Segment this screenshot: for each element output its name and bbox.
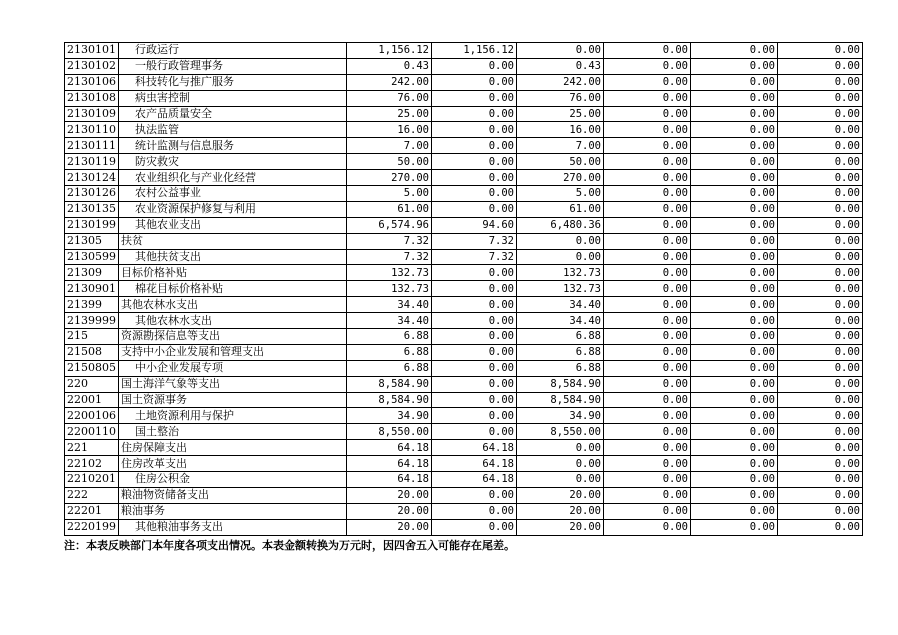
subject-code-cell: 2200106 (65, 408, 119, 424)
expenditure-table-body (65, 43, 863, 536)
col-5-amount-cell: 0.00 (691, 472, 778, 488)
subject-code-cell: 215 (65, 329, 119, 345)
subject-code-cell: 2220199 (65, 519, 119, 535)
col-5-amount-cell: 0.00 (691, 487, 778, 503)
col-6-amount-cell: 0.00 (778, 376, 863, 392)
col-6-amount-cell: 0.00 (778, 154, 863, 170)
subject-name-cell: 其他农林水支出 (119, 297, 347, 313)
total-amount-cell: 20.00 (347, 487, 432, 503)
basic-expenditure-cell: 0.00 (432, 265, 517, 281)
subject-name-cell: 国土资源事务 (119, 392, 347, 408)
subject-name-cell: 中小企业发展专项 (119, 360, 347, 376)
basic-expenditure-cell: 0.00 (432, 154, 517, 170)
col-6-amount-cell: 0.00 (778, 186, 863, 202)
col-4-amount-cell: 0.00 (604, 122, 691, 138)
project-expenditure-cell: 8,584.90 (517, 392, 604, 408)
subject-code-cell: 22102 (65, 456, 119, 472)
basic-expenditure-cell: 0.00 (432, 106, 517, 122)
basic-expenditure-cell: 0.00 (432, 90, 517, 106)
table-row (65, 265, 863, 281)
project-expenditure-cell: 0.00 (517, 456, 604, 472)
basic-expenditure-cell: 64.18 (432, 440, 517, 456)
table-row (65, 74, 863, 90)
col-6-amount-cell: 0.00 (778, 503, 863, 519)
table-row (65, 313, 863, 329)
col-6-amount-cell: 0.00 (778, 201, 863, 217)
col-4-amount-cell: 0.00 (604, 138, 691, 154)
expenditure-table (64, 42, 863, 536)
project-expenditure-cell: 8,550.00 (517, 424, 604, 440)
total-amount-cell: 50.00 (347, 154, 432, 170)
col-5-amount-cell: 0.00 (691, 329, 778, 345)
project-expenditure-cell: 16.00 (517, 122, 604, 138)
table-row (65, 503, 863, 519)
col-5-amount-cell: 0.00 (691, 503, 778, 519)
total-amount-cell: 242.00 (347, 74, 432, 90)
basic-expenditure-cell: 0.00 (432, 376, 517, 392)
table-row (65, 424, 863, 440)
subject-code-cell: 2130135 (65, 201, 119, 217)
total-amount-cell: 25.00 (347, 106, 432, 122)
basic-expenditure-cell: 0.00 (432, 424, 517, 440)
col-5-amount-cell: 0.00 (691, 217, 778, 233)
project-expenditure-cell: 0.00 (517, 249, 604, 265)
table-row (65, 186, 863, 202)
subject-code-cell: 2130109 (65, 106, 119, 122)
table-row (65, 472, 863, 488)
subject-code-cell: 2130102 (65, 58, 119, 74)
col-6-amount-cell: 0.00 (778, 313, 863, 329)
subject-code-cell: 21305 (65, 233, 119, 249)
subject-code-cell: 2210201 (65, 472, 119, 488)
basic-expenditure-cell: 0.00 (432, 281, 517, 297)
subject-name-cell: 防灾救灾 (119, 154, 347, 170)
table-row (65, 201, 863, 217)
subject-name-cell: 科技转化与推广服务 (119, 74, 347, 90)
subject-code-cell: 2130110 (65, 122, 119, 138)
subject-name-cell: 支持中小企业发展和管理支出 (119, 344, 347, 360)
col-5-amount-cell: 0.00 (691, 265, 778, 281)
col-5-amount-cell: 0.00 (691, 456, 778, 472)
project-expenditure-cell: 76.00 (517, 90, 604, 106)
subject-code-cell: 2130119 (65, 154, 119, 170)
project-expenditure-cell: 242.00 (517, 74, 604, 90)
subject-name-cell: 病虫害控制 (119, 90, 347, 106)
col-4-amount-cell: 0.00 (604, 154, 691, 170)
col-6-amount-cell: 0.00 (778, 440, 863, 456)
subject-name-cell: 执法监管 (119, 122, 347, 138)
table-row (65, 408, 863, 424)
total-amount-cell: 0.43 (347, 58, 432, 74)
project-expenditure-cell: 0.00 (517, 43, 604, 59)
project-expenditure-cell: 20.00 (517, 503, 604, 519)
project-expenditure-cell: 270.00 (517, 170, 604, 186)
basic-expenditure-cell: 64.18 (432, 472, 517, 488)
col-4-amount-cell: 0.00 (604, 376, 691, 392)
col-6-amount-cell: 0.00 (778, 74, 863, 90)
table-row (65, 106, 863, 122)
table-row (65, 392, 863, 408)
project-expenditure-cell: 6.88 (517, 360, 604, 376)
col-6-amount-cell: 0.00 (778, 408, 863, 424)
project-expenditure-cell: 34.40 (517, 313, 604, 329)
total-amount-cell: 34.90 (347, 408, 432, 424)
col-5-amount-cell: 0.00 (691, 424, 778, 440)
table-footnote: 注：本表反映部门本年度各项支出情况。本表金额转换为万元时，因四舍五入可能存在尾差。 (64, 539, 515, 552)
col-6-amount-cell: 0.00 (778, 344, 863, 360)
total-amount-cell: 7.32 (347, 249, 432, 265)
subject-name-cell: 其他粮油事务支出 (119, 519, 347, 535)
total-amount-cell: 64.18 (347, 456, 432, 472)
col-4-amount-cell: 0.00 (604, 233, 691, 249)
col-5-amount-cell: 0.00 (691, 90, 778, 106)
basic-expenditure-cell: 7.32 (432, 249, 517, 265)
col-5-amount-cell: 0.00 (691, 201, 778, 217)
col-4-amount-cell: 0.00 (604, 456, 691, 472)
col-6-amount-cell: 0.00 (778, 472, 863, 488)
total-amount-cell: 16.00 (347, 122, 432, 138)
subject-code-cell: 2150805 (65, 360, 119, 376)
table-row (65, 138, 863, 154)
total-amount-cell: 20.00 (347, 519, 432, 535)
basic-expenditure-cell: 0.00 (432, 487, 517, 503)
subject-name-cell: 统计监测与信息服务 (119, 138, 347, 154)
total-amount-cell: 6,574.96 (347, 217, 432, 233)
total-amount-cell: 6.88 (347, 344, 432, 360)
col-6-amount-cell: 0.00 (778, 329, 863, 345)
total-amount-cell: 8,550.00 (347, 424, 432, 440)
basic-expenditure-cell: 0.00 (432, 186, 517, 202)
col-6-amount-cell: 0.00 (778, 392, 863, 408)
col-5-amount-cell: 0.00 (691, 392, 778, 408)
project-expenditure-cell: 8,584.90 (517, 376, 604, 392)
col-5-amount-cell: 0.00 (691, 360, 778, 376)
table-row (65, 154, 863, 170)
project-expenditure-cell: 0.00 (517, 472, 604, 488)
subject-code-cell: 2200110 (65, 424, 119, 440)
table-row (65, 440, 863, 456)
col-4-amount-cell: 0.00 (604, 58, 691, 74)
subject-name-cell: 国土整治 (119, 424, 347, 440)
subject-code-cell: 2139999 (65, 313, 119, 329)
project-expenditure-cell: 6.88 (517, 344, 604, 360)
table-row (65, 297, 863, 313)
col-4-amount-cell: 0.00 (604, 43, 691, 59)
table-row (65, 519, 863, 535)
basic-expenditure-cell: 0.00 (432, 329, 517, 345)
table-row (65, 344, 863, 360)
col-4-amount-cell: 0.00 (604, 344, 691, 360)
table-row (65, 281, 863, 297)
table-row (65, 43, 863, 59)
project-expenditure-cell: 6.88 (517, 329, 604, 345)
col-6-amount-cell: 0.00 (778, 90, 863, 106)
col-5-amount-cell: 0.00 (691, 138, 778, 154)
subject-name-cell: 资源勘探信息等支出 (119, 329, 347, 345)
table-row (65, 376, 863, 392)
col-4-amount-cell: 0.00 (604, 360, 691, 376)
subject-code-cell: 22201 (65, 503, 119, 519)
total-amount-cell: 6.88 (347, 360, 432, 376)
col-6-amount-cell: 0.00 (778, 281, 863, 297)
col-6-amount-cell: 0.00 (778, 138, 863, 154)
col-4-amount-cell: 0.00 (604, 201, 691, 217)
col-5-amount-cell: 0.00 (691, 519, 778, 535)
basic-expenditure-cell: 0.00 (432, 138, 517, 154)
subject-name-cell: 住房改革支出 (119, 456, 347, 472)
subject-name-cell: 行政运行 (119, 43, 347, 59)
subject-code-cell: 222 (65, 487, 119, 503)
subject-name-cell: 粮油事务 (119, 503, 347, 519)
col-5-amount-cell: 0.00 (691, 122, 778, 138)
col-6-amount-cell: 0.00 (778, 456, 863, 472)
basic-expenditure-cell: 0.00 (432, 408, 517, 424)
total-amount-cell: 61.00 (347, 201, 432, 217)
basic-expenditure-cell: 0.00 (432, 360, 517, 376)
col-4-amount-cell: 0.00 (604, 440, 691, 456)
col-6-amount-cell: 0.00 (778, 43, 863, 59)
basic-expenditure-cell: 0.00 (432, 297, 517, 313)
col-6-amount-cell: 0.00 (778, 424, 863, 440)
col-5-amount-cell: 0.00 (691, 313, 778, 329)
col-5-amount-cell: 0.00 (691, 74, 778, 90)
col-4-amount-cell: 0.00 (604, 249, 691, 265)
total-amount-cell: 6.88 (347, 329, 432, 345)
col-4-amount-cell: 0.00 (604, 265, 691, 281)
table-row (65, 122, 863, 138)
col-6-amount-cell: 0.00 (778, 122, 863, 138)
col-4-amount-cell: 0.00 (604, 519, 691, 535)
total-amount-cell: 20.00 (347, 503, 432, 519)
table-row (65, 487, 863, 503)
col-4-amount-cell: 0.00 (604, 217, 691, 233)
project-expenditure-cell: 34.40 (517, 297, 604, 313)
total-amount-cell: 132.73 (347, 265, 432, 281)
subject-name-cell: 住房公积金 (119, 472, 347, 488)
project-expenditure-cell: 50.00 (517, 154, 604, 170)
col-4-amount-cell: 0.00 (604, 472, 691, 488)
basic-expenditure-cell: 0.00 (432, 519, 517, 535)
col-5-amount-cell: 0.00 (691, 408, 778, 424)
basic-expenditure-cell: 0.00 (432, 201, 517, 217)
col-5-amount-cell: 0.00 (691, 170, 778, 186)
col-4-amount-cell: 0.00 (604, 281, 691, 297)
total-amount-cell: 5.00 (347, 186, 432, 202)
subject-code-cell: 2130111 (65, 138, 119, 154)
basic-expenditure-cell: 64.18 (432, 456, 517, 472)
col-5-amount-cell: 0.00 (691, 376, 778, 392)
col-5-amount-cell: 0.00 (691, 186, 778, 202)
subject-code-cell: 2130101 (65, 43, 119, 59)
subject-code-cell: 2130124 (65, 170, 119, 186)
col-5-amount-cell: 0.00 (691, 297, 778, 313)
col-6-amount-cell: 0.00 (778, 106, 863, 122)
basic-expenditure-cell: 0.00 (432, 74, 517, 90)
subject-code-cell: 21508 (65, 344, 119, 360)
table-row (65, 90, 863, 106)
total-amount-cell: 7.00 (347, 138, 432, 154)
project-expenditure-cell: 132.73 (517, 281, 604, 297)
basic-expenditure-cell: 0.00 (432, 313, 517, 329)
project-expenditure-cell: 7.00 (517, 138, 604, 154)
table-row (65, 217, 863, 233)
subject-name-cell: 农业资源保护修复与利用 (119, 201, 347, 217)
total-amount-cell: 132.73 (347, 281, 432, 297)
subject-name-cell: 其他农业支出 (119, 217, 347, 233)
col-4-amount-cell: 0.00 (604, 90, 691, 106)
subject-name-cell: 其他扶贫支出 (119, 249, 347, 265)
col-5-amount-cell: 0.00 (691, 154, 778, 170)
project-expenditure-cell: 20.00 (517, 487, 604, 503)
subject-name-cell: 棉花目标价格补贴 (119, 281, 347, 297)
col-5-amount-cell: 0.00 (691, 249, 778, 265)
subject-name-cell: 住房保障支出 (119, 440, 347, 456)
project-expenditure-cell: 0.43 (517, 58, 604, 74)
col-5-amount-cell: 0.00 (691, 233, 778, 249)
total-amount-cell: 7.32 (347, 233, 432, 249)
col-6-amount-cell: 0.00 (778, 360, 863, 376)
subject-code-cell: 2130599 (65, 249, 119, 265)
basic-expenditure-cell: 1,156.12 (432, 43, 517, 59)
table-row (65, 329, 863, 345)
col-4-amount-cell: 0.00 (604, 408, 691, 424)
col-6-amount-cell: 0.00 (778, 170, 863, 186)
total-amount-cell: 1,156.12 (347, 43, 432, 59)
project-expenditure-cell: 0.00 (517, 440, 604, 456)
subject-code-cell: 2130106 (65, 74, 119, 90)
table-row (65, 360, 863, 376)
subject-code-cell: 2130108 (65, 90, 119, 106)
col-4-amount-cell: 0.00 (604, 74, 691, 90)
project-expenditure-cell: 0.00 (517, 233, 604, 249)
total-amount-cell: 34.40 (347, 297, 432, 313)
col-4-amount-cell: 0.00 (604, 186, 691, 202)
col-5-amount-cell: 0.00 (691, 58, 778, 74)
subject-code-cell: 220 (65, 376, 119, 392)
subject-code-cell: 221 (65, 440, 119, 456)
total-amount-cell: 8,584.90 (347, 376, 432, 392)
subject-name-cell: 农业组织化与产业化经营 (119, 170, 347, 186)
table-row (65, 58, 863, 74)
col-4-amount-cell: 0.00 (604, 106, 691, 122)
total-amount-cell: 76.00 (347, 90, 432, 106)
col-6-amount-cell: 0.00 (778, 519, 863, 535)
col-4-amount-cell: 0.00 (604, 170, 691, 186)
col-4-amount-cell: 0.00 (604, 503, 691, 519)
subject-name-cell: 粮油物资储备支出 (119, 487, 347, 503)
project-expenditure-cell: 61.00 (517, 201, 604, 217)
total-amount-cell: 270.00 (347, 170, 432, 186)
total-amount-cell: 8,584.90 (347, 392, 432, 408)
col-4-amount-cell: 0.00 (604, 297, 691, 313)
project-expenditure-cell: 34.90 (517, 408, 604, 424)
col-6-amount-cell: 0.00 (778, 487, 863, 503)
col-6-amount-cell: 0.00 (778, 249, 863, 265)
subject-name-cell: 农产品质量安全 (119, 106, 347, 122)
col-4-amount-cell: 0.00 (604, 329, 691, 345)
subject-name-cell: 国土海洋气象等支出 (119, 376, 347, 392)
basic-expenditure-cell: 0.00 (432, 344, 517, 360)
subject-name-cell: 目标价格补贴 (119, 265, 347, 281)
table-row (65, 249, 863, 265)
col-6-amount-cell: 0.00 (778, 217, 863, 233)
subject-name-cell: 扶贫 (119, 233, 347, 249)
subject-code-cell: 21399 (65, 297, 119, 313)
total-amount-cell: 34.40 (347, 313, 432, 329)
col-4-amount-cell: 0.00 (604, 487, 691, 503)
col-5-amount-cell: 0.00 (691, 344, 778, 360)
col-5-amount-cell: 0.00 (691, 281, 778, 297)
table-row (65, 456, 863, 472)
subject-name-cell: 其他农林水支出 (119, 313, 347, 329)
subject-code-cell: 2130901 (65, 281, 119, 297)
col-6-amount-cell: 0.00 (778, 233, 863, 249)
basic-expenditure-cell: 0.00 (432, 392, 517, 408)
total-amount-cell: 64.18 (347, 472, 432, 488)
col-5-amount-cell: 0.00 (691, 106, 778, 122)
basic-expenditure-cell: 7.32 (432, 233, 517, 249)
project-expenditure-cell: 6,480.36 (517, 217, 604, 233)
table-row (65, 170, 863, 186)
col-5-amount-cell: 0.00 (691, 440, 778, 456)
subject-code-cell: 22001 (65, 392, 119, 408)
col-5-amount-cell: 0.00 (691, 43, 778, 59)
col-4-amount-cell: 0.00 (604, 392, 691, 408)
subject-code-cell: 2130199 (65, 217, 119, 233)
subject-code-cell: 21309 (65, 265, 119, 281)
basic-expenditure-cell: 94.60 (432, 217, 517, 233)
project-expenditure-cell: 5.00 (517, 186, 604, 202)
subject-name-cell: 农村公益事业 (119, 186, 347, 202)
col-4-amount-cell: 0.00 (604, 424, 691, 440)
project-expenditure-cell: 132.73 (517, 265, 604, 281)
col-6-amount-cell: 0.00 (778, 265, 863, 281)
project-expenditure-cell: 20.00 (517, 519, 604, 535)
col-4-amount-cell: 0.00 (604, 313, 691, 329)
col-6-amount-cell: 0.00 (778, 58, 863, 74)
col-6-amount-cell: 0.00 (778, 297, 863, 313)
total-amount-cell: 64.18 (347, 440, 432, 456)
project-expenditure-cell: 25.00 (517, 106, 604, 122)
table-row (65, 233, 863, 249)
basic-expenditure-cell: 0.00 (432, 58, 517, 74)
basic-expenditure-cell: 0.00 (432, 122, 517, 138)
basic-expenditure-cell: 0.00 (432, 170, 517, 186)
subject-code-cell: 2130126 (65, 186, 119, 202)
subject-name-cell: 土地资源利用与保护 (119, 408, 347, 424)
basic-expenditure-cell: 0.00 (432, 503, 517, 519)
subject-name-cell: 一般行政管理事务 (119, 58, 347, 74)
